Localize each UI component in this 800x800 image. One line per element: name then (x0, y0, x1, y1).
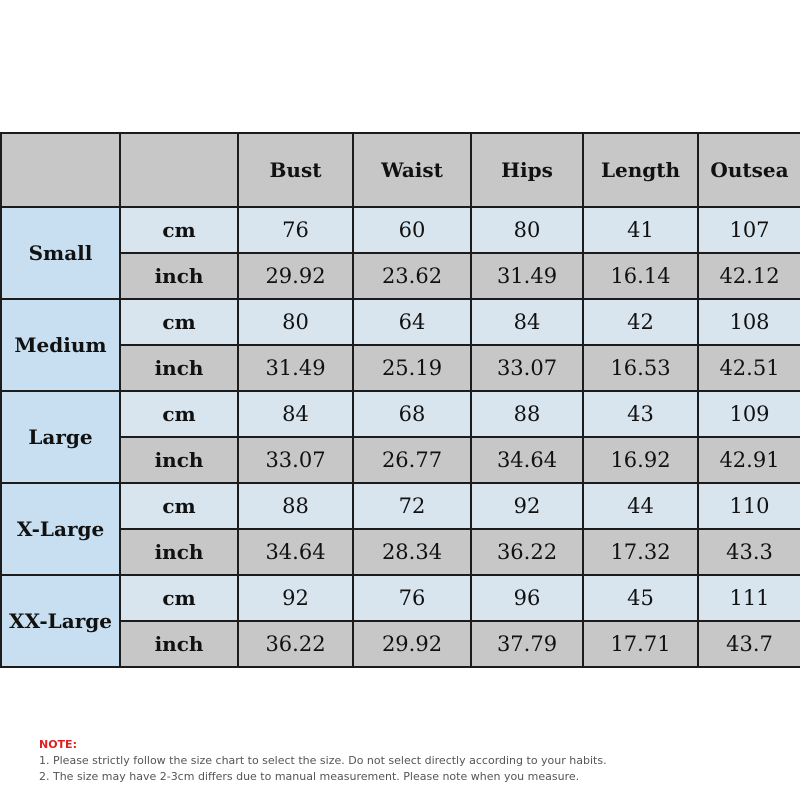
value-cell: 76 (353, 575, 471, 621)
value-cell: 96 (471, 575, 583, 621)
value-cell: 110 (698, 483, 800, 529)
value-cell: 41 (583, 207, 698, 253)
header-cell-unit (120, 133, 238, 207)
header-cell-waist: Waist (353, 133, 471, 207)
value-cell: 42.51 (698, 345, 800, 391)
unit-cell: cm (120, 575, 238, 621)
unit-cell: inch (120, 437, 238, 483)
size-label-cell: Small (1, 207, 120, 299)
unit-cell: inch (120, 253, 238, 299)
value-cell: 28.34 (353, 529, 471, 575)
value-cell: 45 (583, 575, 698, 621)
value-cell: 16.14 (583, 253, 698, 299)
value-cell: 60 (353, 207, 471, 253)
table-row (1, 345, 800, 391)
unit-cell: cm (120, 207, 238, 253)
unit-cell: inch (120, 529, 238, 575)
value-cell: 43.3 (698, 529, 800, 575)
value-cell: 72 (353, 483, 471, 529)
table-row (1, 529, 800, 575)
header-cell-empty (1, 133, 120, 207)
header-cell-outseam: Outsea (698, 133, 800, 207)
value-cell: 29.92 (353, 621, 471, 667)
value-cell: 84 (238, 391, 353, 437)
value-cell: 68 (353, 391, 471, 437)
value-cell: 43.7 (698, 621, 800, 667)
value-cell: 92 (471, 483, 583, 529)
size-note (39, 737, 607, 785)
table-row (1, 621, 800, 667)
value-cell: 107 (698, 207, 800, 253)
value-cell: 64 (353, 299, 471, 345)
size-chart-table (0, 132, 800, 668)
unit-cell: inch (120, 345, 238, 391)
value-cell: 42.12 (698, 253, 800, 299)
value-cell: 34.64 (238, 529, 353, 575)
value-cell: 92 (238, 575, 353, 621)
value-cell: 29.92 (238, 253, 353, 299)
value-cell: 88 (471, 391, 583, 437)
value-cell: 42.91 (698, 437, 800, 483)
value-cell: 34.64 (471, 437, 583, 483)
value-cell: 84 (471, 299, 583, 345)
value-cell: 108 (698, 299, 800, 345)
unit-cell: cm (120, 299, 238, 345)
size-label-cell: XX-Large (1, 575, 120, 667)
size-label-cell: X-Large (1, 483, 120, 575)
value-cell: 88 (238, 483, 353, 529)
size-label-cell: Large (1, 391, 120, 483)
value-cell: 76 (238, 207, 353, 253)
value-cell: 16.53 (583, 345, 698, 391)
header-cell-hips: Hips (471, 133, 583, 207)
table-row (1, 299, 800, 345)
value-cell: 17.32 (583, 529, 698, 575)
header-cell-length: Length (583, 133, 698, 207)
note-line: 1. Please strictly follow the size chart to select the size. Do not select directly according to your habits. (39, 754, 607, 767)
value-cell: 26.77 (353, 437, 471, 483)
value-cell: 31.49 (238, 345, 353, 391)
value-cell: 109 (698, 391, 800, 437)
header-cell-bust: Bust (238, 133, 353, 207)
unit-cell: inch (120, 621, 238, 667)
header-row (1, 133, 800, 207)
value-cell: 36.22 (471, 529, 583, 575)
value-cell: 80 (471, 207, 583, 253)
table-row (1, 575, 800, 621)
value-cell: 43 (583, 391, 698, 437)
value-cell: 31.49 (471, 253, 583, 299)
value-cell: 44 (583, 483, 698, 529)
value-cell: 16.92 (583, 437, 698, 483)
value-cell: 25.19 (353, 345, 471, 391)
value-cell: 111 (698, 575, 800, 621)
table-row (1, 391, 800, 437)
value-cell: 37.79 (471, 621, 583, 667)
value-cell: 42 (583, 299, 698, 345)
value-cell: 23.62 (353, 253, 471, 299)
value-cell: 80 (238, 299, 353, 345)
table-row (1, 253, 800, 299)
unit-cell: cm (120, 483, 238, 529)
note-line: 2. The size may have 2-3cm differs due to manual measurement. Please note when you measure. (39, 770, 580, 783)
table-row (1, 437, 800, 483)
table-row (1, 207, 800, 253)
value-cell: 17.71 (583, 621, 698, 667)
value-cell: 33.07 (238, 437, 353, 483)
size-label-cell: Medium (1, 299, 120, 391)
table-row (1, 483, 800, 529)
unit-cell: cm (120, 391, 238, 437)
value-cell: 33.07 (471, 345, 583, 391)
value-cell: 36.22 (238, 621, 353, 667)
note-title: NOTE: (39, 738, 77, 751)
